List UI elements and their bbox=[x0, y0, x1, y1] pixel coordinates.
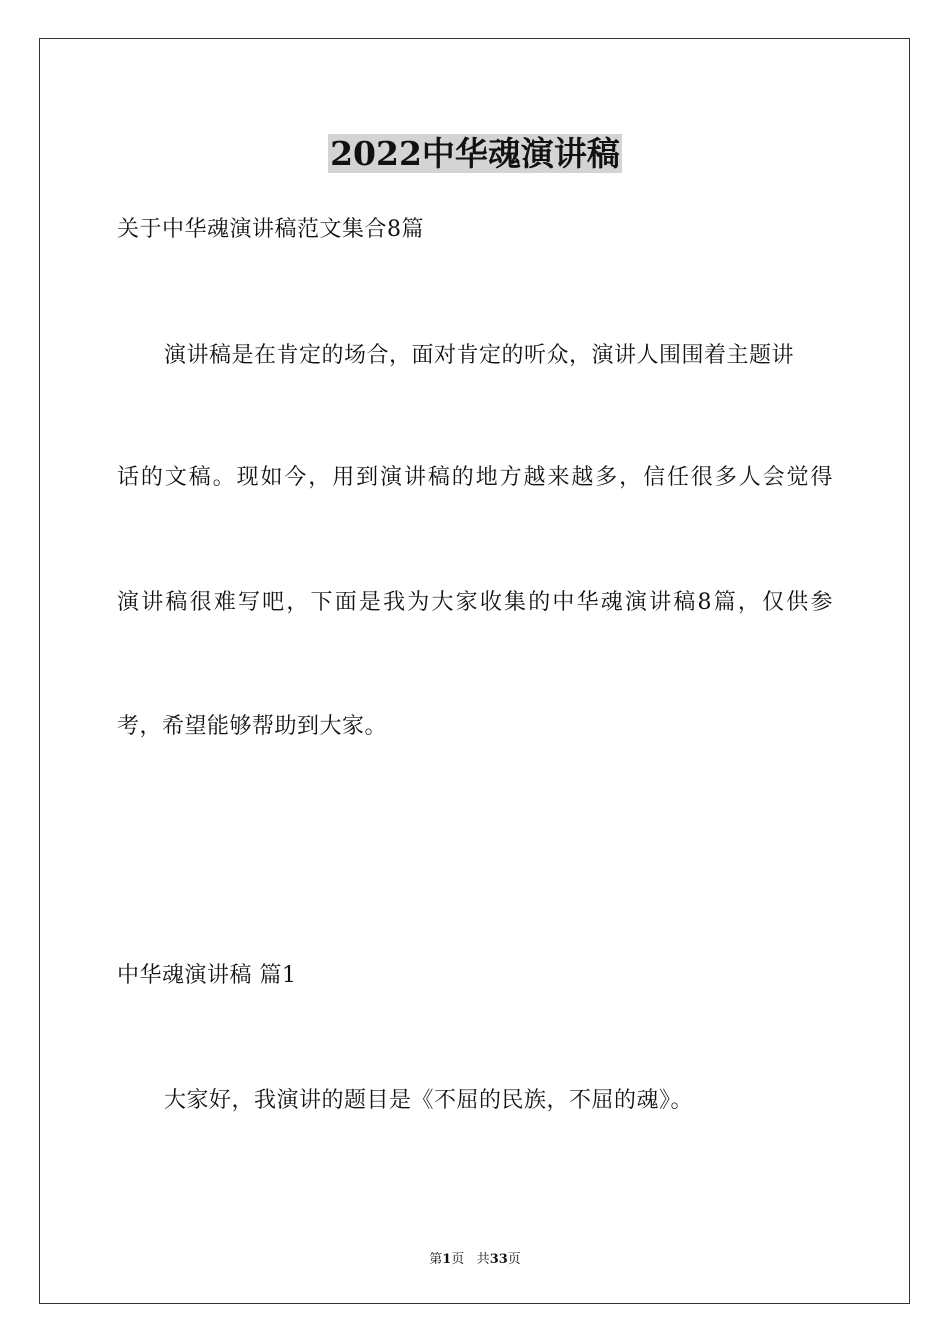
document-subtitle: 关于中华魂演讲稿范文集合8篇 bbox=[117, 217, 424, 242]
section-heading: 中华魂演讲稿 篇1 bbox=[117, 963, 297, 988]
footer-total-prefix: 共 bbox=[476, 1252, 490, 1267]
intro-line-4: 考，希望能够帮助到大家。 bbox=[117, 714, 388, 739]
intro-line-2: 话的文稿。现如今，用到演讲稿的地方越来越多，信任很多人会觉得 bbox=[117, 465, 833, 490]
footer-total-suffix: 页 bbox=[507, 1252, 521, 1267]
footer-page-number: 1 bbox=[442, 1252, 452, 1267]
document-title-wrap bbox=[0, 128, 950, 175]
document-title: 2022中华魂演讲稿 bbox=[330, 134, 620, 173]
intro-line-3: 演讲稿很难写吧，下面是我为大家收集的中华魂演讲稿8篇，仅供参 bbox=[117, 590, 833, 615]
footer-page-prefix: 第 bbox=[429, 1252, 443, 1267]
section-first-line: 大家好，我演讲的题目是《不屈的民族，不屈的魂》。 bbox=[164, 1088, 694, 1113]
footer-page-suffix: 页 bbox=[451, 1252, 465, 1267]
page-footer bbox=[0, 1248, 950, 1267]
intro-line-1: 演讲稿是在肯定的场合，面对肯定的听众，演讲人围围着主题讲 bbox=[164, 343, 795, 368]
footer-total-pages: 33 bbox=[489, 1252, 508, 1267]
